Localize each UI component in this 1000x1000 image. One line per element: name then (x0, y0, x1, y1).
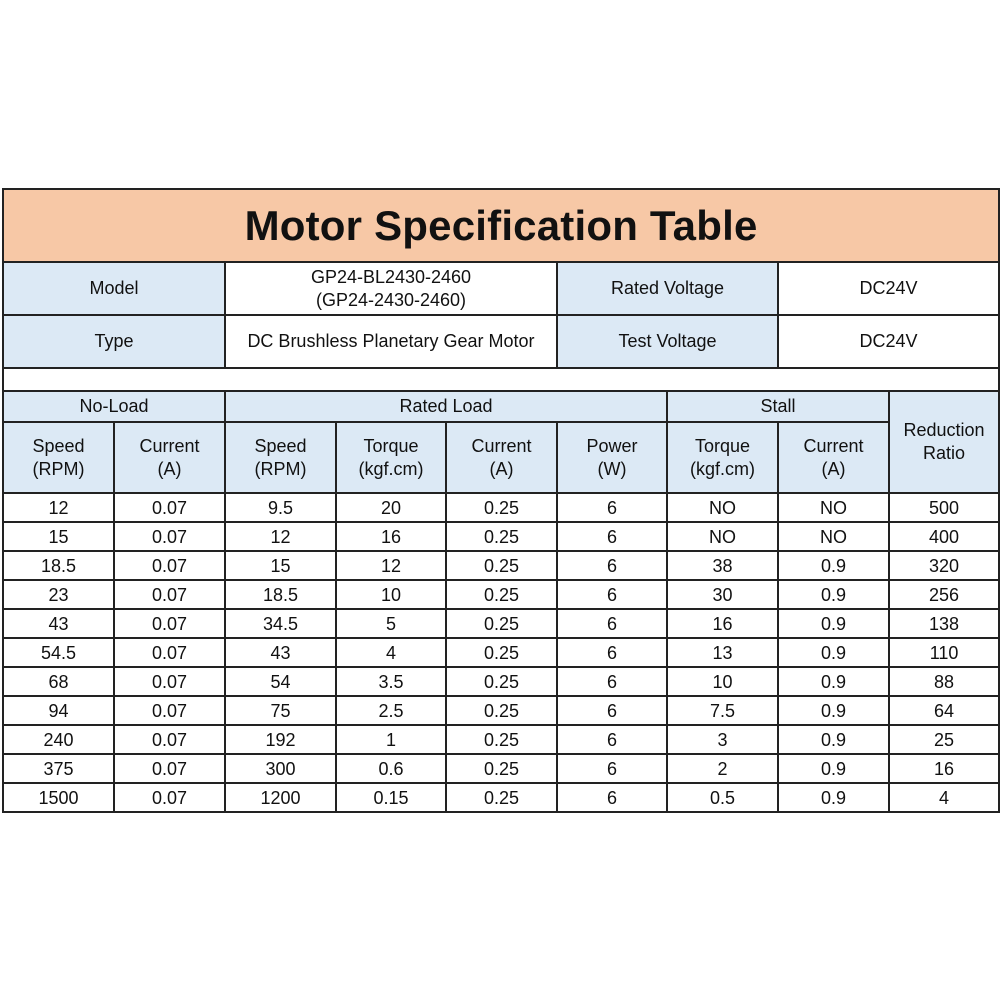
group-stall: Stall (667, 391, 889, 422)
table-cell: 2.5 (336, 696, 446, 725)
table-row (3, 609, 999, 638)
table-cell: 500 (889, 493, 999, 522)
model-label: Model (3, 262, 225, 315)
table-cell: NO (667, 493, 778, 522)
table-cell: 0.9 (778, 609, 889, 638)
table-cell: 6 (557, 667, 667, 696)
table-cell: 0.9 (778, 551, 889, 580)
table-cell: 0.6 (336, 754, 446, 783)
table-cell: 0.25 (446, 667, 557, 696)
column-header (114, 422, 225, 493)
table-cell: 10 (336, 580, 446, 609)
column-header-name: Speed (32, 435, 85, 456)
table-cell: 0.07 (114, 783, 225, 812)
table-cell: 0.15 (336, 783, 446, 812)
table-cell: 300 (225, 754, 336, 783)
table-cell: 38 (667, 551, 778, 580)
table-cell: 15 (225, 551, 336, 580)
table-cell: 0.07 (114, 522, 225, 551)
table-cell: 0.25 (446, 754, 557, 783)
spec-table-container (2, 188, 998, 813)
column-header (667, 422, 778, 493)
column-header-name: Current (803, 435, 864, 456)
table-cell: NO (778, 493, 889, 522)
table-cell: 0.9 (778, 783, 889, 812)
table-cell: 0.07 (114, 696, 225, 725)
table-cell: 3 (667, 725, 778, 754)
reduction-ratio-header (889, 391, 999, 493)
rated-voltage-value: DC24V (778, 262, 999, 315)
table-cell: 0.07 (114, 609, 225, 638)
table-row (3, 667, 999, 696)
table-cell: 43 (3, 609, 114, 638)
table-cell: 6 (557, 609, 667, 638)
table-cell: 4 (336, 638, 446, 667)
table-cell: 88 (889, 667, 999, 696)
column-header-name: Speed (254, 435, 307, 456)
model-value-line2: (GP24-2430-2460) (315, 289, 467, 310)
reduction-header-line2: Ratio (923, 443, 966, 463)
table-cell: 30 (667, 580, 778, 609)
table-cell: 6 (557, 783, 667, 812)
table-cell: 138 (889, 609, 999, 638)
rated-voltage-label: Rated Voltage (557, 262, 778, 315)
table-cell: 400 (889, 522, 999, 551)
table-cell: 68 (3, 667, 114, 696)
table-cell: 54 (225, 667, 336, 696)
table-cell: 6 (557, 493, 667, 522)
table-cell: 16 (336, 522, 446, 551)
table-cell: 0.25 (446, 783, 557, 812)
table-cell: 0.9 (778, 580, 889, 609)
table-cell: 18.5 (225, 580, 336, 609)
data-body (3, 493, 999, 812)
table-cell: 240 (3, 725, 114, 754)
column-header-unit: (kgf.cm) (690, 458, 755, 479)
table-cell: 2 (667, 754, 778, 783)
column-header-name: Torque (363, 435, 419, 456)
table-cell: 0.07 (114, 725, 225, 754)
table-cell: 0.25 (446, 551, 557, 580)
table-cell: 7.5 (667, 696, 778, 725)
table-cell: 6 (557, 725, 667, 754)
table-cell: 0.9 (778, 667, 889, 696)
table-cell: 0.25 (446, 725, 557, 754)
table-cell: 54.5 (3, 638, 114, 667)
table-cell: 75 (225, 696, 336, 725)
table-cell: 16 (889, 754, 999, 783)
table-cell: 6 (557, 696, 667, 725)
table-cell: 4 (889, 783, 999, 812)
table-row (3, 696, 999, 725)
group-no-load: No-Load (3, 391, 225, 422)
table-cell: 0.9 (778, 638, 889, 667)
column-header-unit: (A) (157, 458, 182, 479)
table-row (3, 580, 999, 609)
table-cell: 0.25 (446, 580, 557, 609)
table-cell: 0.07 (114, 638, 225, 667)
test-voltage-value: DC24V (778, 315, 999, 368)
column-header (557, 422, 667, 493)
group-rated-load: Rated Load (225, 391, 667, 422)
table-row (3, 783, 999, 812)
table-cell: 0.07 (114, 493, 225, 522)
table-cell: 0.07 (114, 754, 225, 783)
table-cell: 64 (889, 696, 999, 725)
table-cell: 16 (667, 609, 778, 638)
table-cell: 0.25 (446, 638, 557, 667)
table-row (3, 754, 999, 783)
table-cell: 25 (889, 725, 999, 754)
table-row (3, 551, 999, 580)
column-header-unit: (RPM) (32, 458, 85, 479)
column-header-name: Power (586, 435, 638, 456)
table-cell: 6 (557, 580, 667, 609)
table-cell: 15 (3, 522, 114, 551)
test-voltage-label: Test Voltage (557, 315, 778, 368)
table-cell: 110 (889, 638, 999, 667)
table-cell: 1500 (3, 783, 114, 812)
column-header-unit: (kgf.cm) (358, 458, 424, 479)
table-cell: 6 (557, 522, 667, 551)
table-cell: 0.25 (446, 493, 557, 522)
column-header-unit: (A) (821, 458, 846, 479)
spacer-row (3, 368, 999, 391)
table-cell: 3.5 (336, 667, 446, 696)
table-cell: 6 (557, 638, 667, 667)
table-cell: 18.5 (3, 551, 114, 580)
subheader-row (3, 422, 999, 493)
table-cell: 320 (889, 551, 999, 580)
table-cell: 12 (225, 522, 336, 551)
table-cell: 192 (225, 725, 336, 754)
table-cell: NO (667, 522, 778, 551)
table-cell: NO (778, 522, 889, 551)
table-cell: 0.9 (778, 725, 889, 754)
model-value (225, 262, 557, 315)
table-cell: 5 (336, 609, 446, 638)
table-cell: 0.25 (446, 696, 557, 725)
table-row (3, 638, 999, 667)
table-row (3, 493, 999, 522)
table-cell: 0.9 (778, 754, 889, 783)
column-header (3, 422, 114, 493)
column-header-name: Current (471, 435, 532, 456)
table-cell: 0.07 (114, 667, 225, 696)
table-cell: 0.25 (446, 522, 557, 551)
table-cell: 256 (889, 580, 999, 609)
table-cell: 43 (225, 638, 336, 667)
type-label: Type (3, 315, 225, 368)
table-row (3, 725, 999, 754)
motor-spec-table (2, 188, 1000, 813)
column-header (225, 422, 336, 493)
table-cell: 0.5 (667, 783, 778, 812)
table-cell: 0.25 (446, 609, 557, 638)
table-cell: 9.5 (225, 493, 336, 522)
table-cell: 0.07 (114, 580, 225, 609)
table-cell: 23 (3, 580, 114, 609)
table-cell: 12 (336, 551, 446, 580)
table-cell: 6 (557, 754, 667, 783)
table-row (3, 522, 999, 551)
column-header (446, 422, 557, 493)
column-header-name: Current (139, 435, 200, 456)
column-header-unit: (A) (489, 458, 514, 479)
column-header (778, 422, 889, 493)
column-header-unit: (W) (597, 458, 627, 479)
table-cell: 12 (3, 493, 114, 522)
column-header (336, 422, 446, 493)
table-cell: 13 (667, 638, 778, 667)
table-cell: 1200 (225, 783, 336, 812)
table-cell: 375 (3, 754, 114, 783)
table-cell: 0.9 (778, 696, 889, 725)
model-value-line1: GP24-BL2430-2460 (310, 266, 472, 287)
reduction-header-line1: Reduction (903, 420, 985, 440)
table-title: Motor Specification Table (3, 189, 999, 262)
table-cell: 20 (336, 493, 446, 522)
column-header-unit: (RPM) (254, 458, 307, 479)
table-cell: 94 (3, 696, 114, 725)
table-cell: 34.5 (225, 609, 336, 638)
table-cell: 6 (557, 551, 667, 580)
table-cell: 1 (336, 725, 446, 754)
column-header-name: Torque (694, 435, 751, 456)
type-value: DC Brushless Planetary Gear Motor (225, 315, 557, 368)
table-cell: 10 (667, 667, 778, 696)
table-cell: 0.07 (114, 551, 225, 580)
